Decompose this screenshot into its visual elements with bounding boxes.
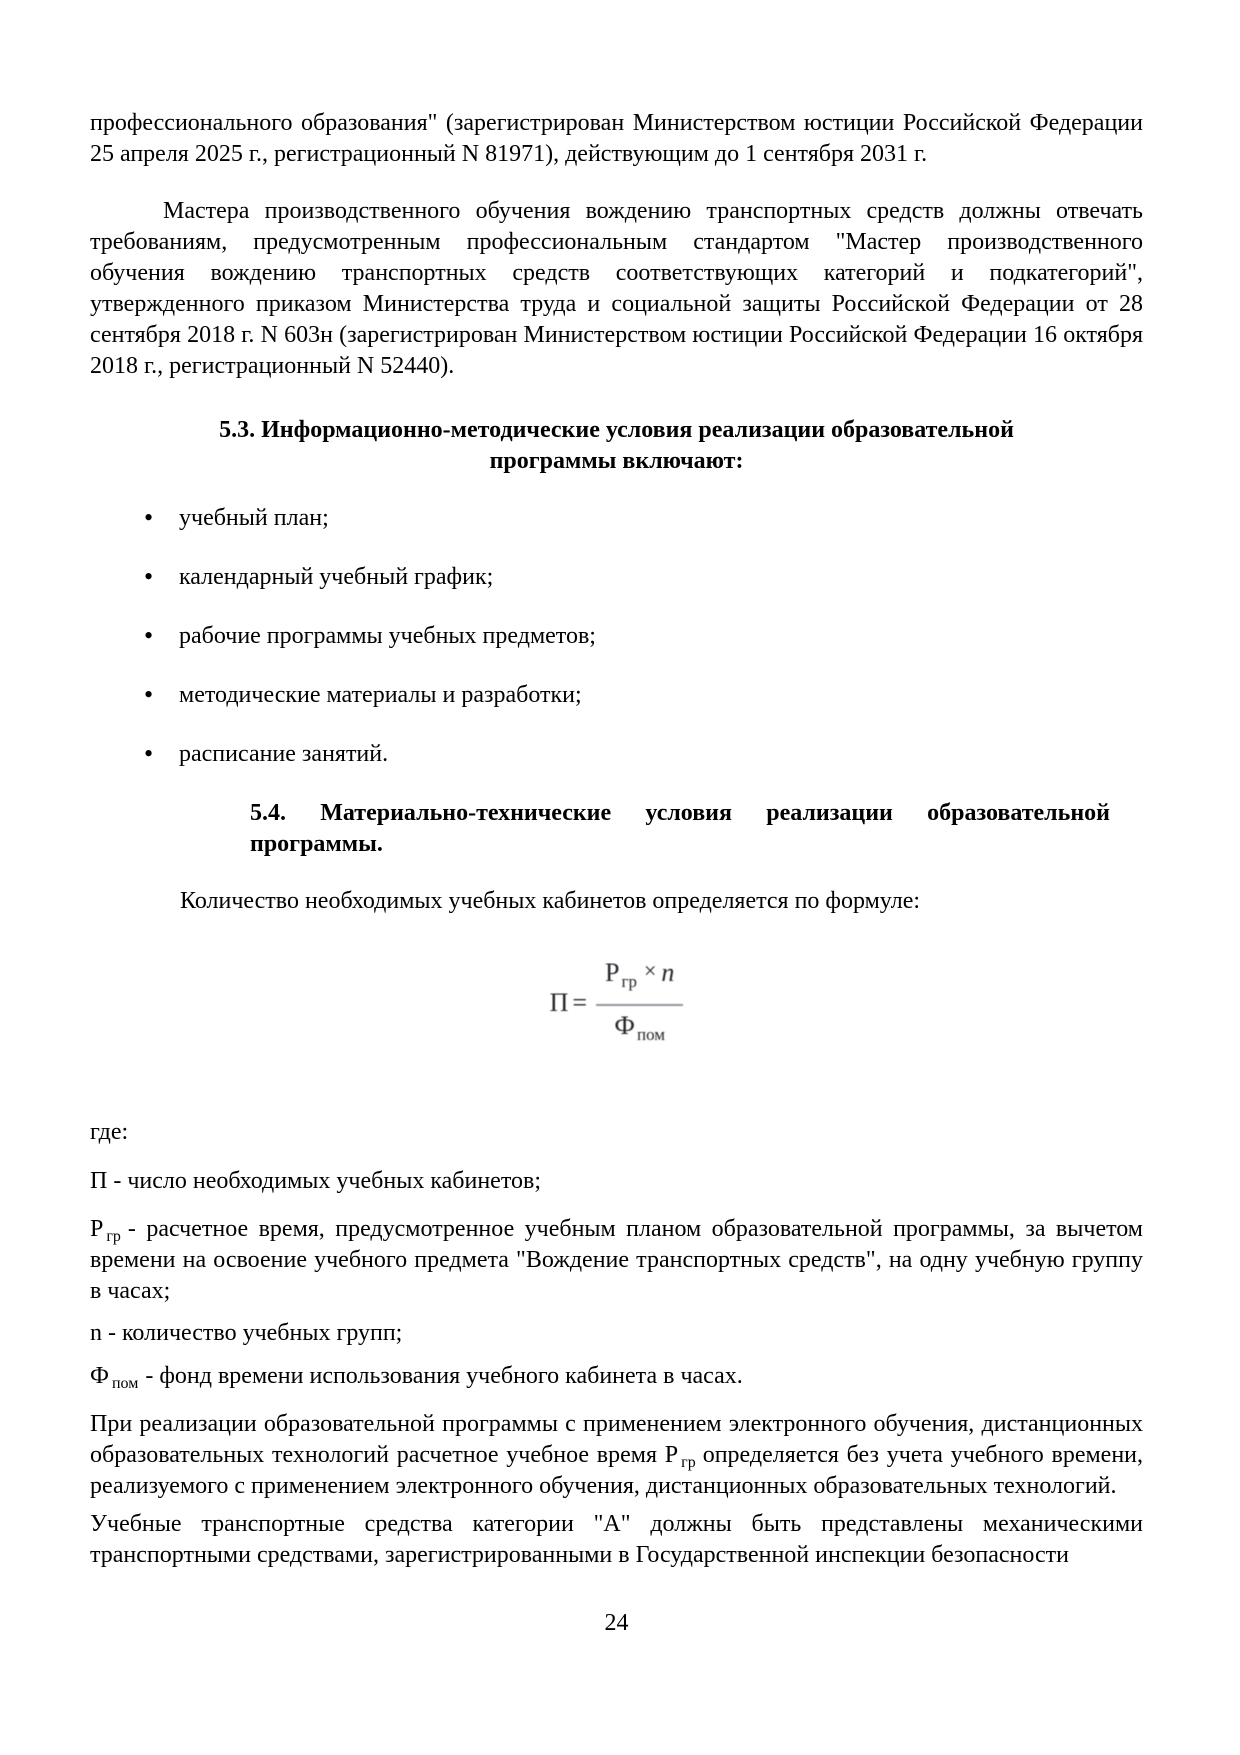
list-item-text: учебный план; [179, 505, 329, 531]
bullet-list [90, 503, 1143, 770]
formula-n-variable: n [661, 958, 675, 987]
multiply-icon: × [643, 958, 657, 983]
formula-block [90, 955, 1143, 1051]
formula-numerator [596, 955, 683, 1006]
paragraph-vehicles: Учебные транспортные средства категории "А" должны быть представлены механическими транспортными средствами, зарегистрированными в Государственной инспекции безопасности [90, 1511, 1143, 1568]
list-item [90, 621, 1143, 652]
elearning-subscript: гр [681, 1454, 696, 1471]
list-item-text: календарный учебный график; [179, 564, 494, 590]
paragraph-formula-intro: Количество необходимых учебных кабинетов определяется по формуле: [180, 888, 921, 914]
rgr-definition-text: - расчетное время, предусмотренное учебным планом образовательной программы, за вычетом времени на освоение учебного предмета "Вождение транспортных средств", на одну учебную группу в часах; [90, 1216, 1143, 1304]
formula-fraction [596, 955, 683, 1050]
formula-equals-sign: = [572, 988, 588, 1017]
page-number: 24 [604, 1610, 629, 1636]
rgr-subscript: гр [106, 1228, 121, 1245]
list-item-text: рабочие программы учебных предметов; [179, 623, 596, 649]
formula-denominator-symbol: Ф [614, 1011, 635, 1040]
bullet-icon: • [144, 680, 154, 709]
rgr-symbol: Р [90, 1216, 104, 1242]
formula-numerator-symbol: Р [605, 958, 620, 987]
definition-rgr [90, 1214, 1143, 1307]
definition-n: n - количество учебных групп; [90, 1320, 403, 1346]
formula-lhs: П [549, 988, 569, 1017]
definition-p: П - число необходимых учебных кабинетов; [90, 1168, 541, 1194]
formula [550, 955, 684, 1050]
bullet-icon: • [144, 739, 154, 768]
formula-denominator [596, 1006, 683, 1050]
heading-5-3: 5.3. Информационно-методические условия реализации образовательной программы включают: [219, 417, 1014, 474]
formula-denominator-subscript: пом [636, 1025, 666, 1044]
bullet-icon: • [144, 503, 154, 532]
elearning-text-part2: определяется без учета учебного времени, реализуемого с применением электронного обучения, дистанционных образовательных технологий. [90, 1442, 1144, 1499]
fpom-symbol: Ф [90, 1363, 109, 1389]
paragraph-registration: профессионального образования" (зарегистрирован Министерством юстиции Российской Федерации 25 апреля 2025 г., регистрационный N 81971), действующим до 1 сентября 2031 г. [90, 110, 1143, 167]
paragraph-masters: Мастера производственного обучения вождению транспортных средств должны отвечать требованиям, предусмотренным профессиональным стандартом "Мастер производственного обучения вождению транспортных средств соответствующих категорий и подкатегорий", утвержденного приказом Министерства труда и социальной защиты Российской Федерации от 28 сентября 2018 г. N 603н (зарегистрирован Министерством юстиции Российской Федерации 16 октября 2018 г., регистрационный N 52440). [90, 198, 1143, 379]
fpom-subscript: пом [111, 1375, 139, 1392]
list-item [90, 503, 1143, 534]
elearning-text-part1: При реализации образовательной программы с применением электронного обучения, дистанционных образовательных технологий расчетное учебное время Р [90, 1411, 1143, 1468]
heading-5-4: 5.4. Материально-технические условия реализации образовательной программы. [250, 800, 1110, 857]
bullet-icon: • [144, 621, 154, 650]
list-item-text: расписание занятий. [179, 741, 389, 767]
bullet-icon: • [144, 562, 154, 591]
list-item [90, 739, 1143, 770]
formula-numerator-subscript: гр [621, 972, 637, 991]
list-item-text: методические материалы и разработки; [179, 682, 582, 708]
fpom-definition-text: - фонд времени использования учебного кабинета в часах. [145, 1363, 743, 1389]
where-label: где: [90, 1119, 129, 1145]
paragraph-elearning [90, 1409, 1143, 1502]
definition-fpom [90, 1361, 1143, 1392]
list-item [90, 562, 1143, 593]
list-item [90, 680, 1143, 711]
